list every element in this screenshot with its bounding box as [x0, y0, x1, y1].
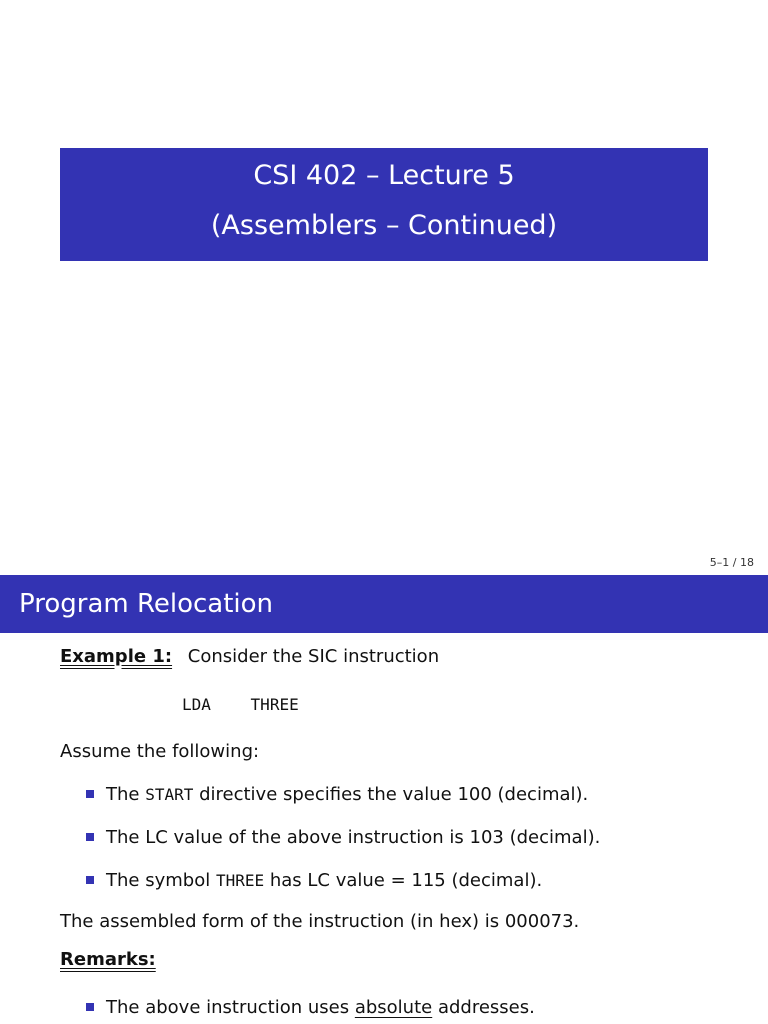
bullet-square-icon — [86, 1003, 94, 1011]
lecture-title-box — [60, 148, 708, 261]
start-keyword: START — [145, 785, 194, 804]
assembled-line: The assembled form of the instruction (in hex) is 000073. — [60, 911, 580, 932]
three-symbol: THREE — [215, 871, 265, 890]
example-line — [60, 648, 439, 666]
page-number: 5–1 / 18 — [709, 556, 754, 569]
example-text: Consider the SIC instruction — [187, 646, 440, 667]
lecture-title: CSI 402 – Lecture 5 — [253, 160, 515, 191]
bullet-square-icon — [86, 790, 94, 798]
bullet-square-icon — [86, 876, 94, 884]
remarks-label: Remarks: — [60, 949, 156, 970]
frame-title: Program Relocation — [19, 589, 274, 619]
assembled-value: 000073. — [504, 911, 580, 932]
code-operand: THREE — [250, 695, 299, 714]
absolute-word: absolute — [354, 997, 433, 1018]
code-opcode: LDA — [182, 695, 211, 714]
frame-title-bar — [0, 575, 768, 633]
bullet-symbol-three: The symbol THREE has LC value = 115 (decimal). — [86, 872, 542, 890]
bullet-absolute-addresses: The above instruction uses absolute addresses. — [86, 999, 535, 1017]
bullet-lc-value: The LC value of the above instruction is 103 (decimal). — [86, 829, 600, 847]
example-label: Example 1: — [60, 646, 173, 667]
lecture-subtitle: (Assemblers – Continued) — [210, 210, 558, 241]
code-line — [182, 697, 299, 713]
bullet-square-icon — [86, 833, 94, 841]
bullet-start-directive: The START directive specifies the value 100 (decimal). — [86, 786, 588, 804]
assume-text: Assume the following: — [60, 741, 260, 762]
remarks-heading — [60, 951, 156, 969]
